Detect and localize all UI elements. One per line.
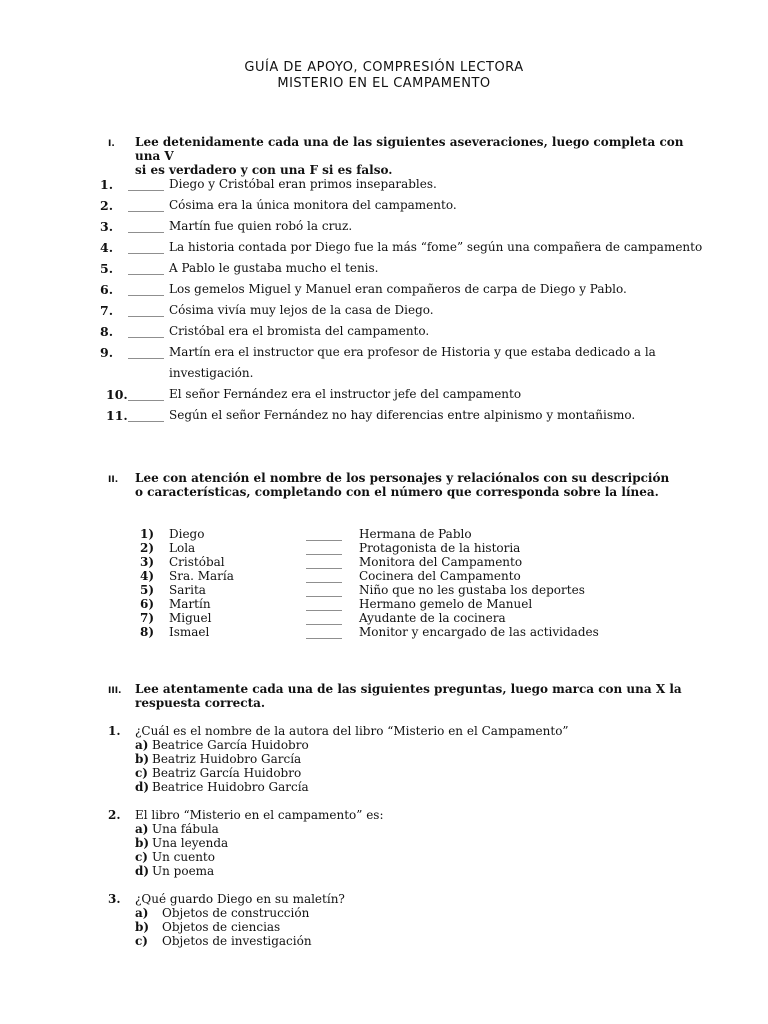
option-text: Una fábula — [152, 822, 219, 836]
answer-blank[interactable]: ______ — [306, 569, 342, 583]
character-number: 1) — [140, 527, 155, 541]
worksheet-title: GUÍA DE APOYO, COMPRESIÓN LECTORA — [244, 60, 524, 75]
answer-blank[interactable]: ______ — [306, 541, 342, 555]
character-number: 7) — [140, 611, 155, 625]
tf-statement: Cósima vivía muy lejos de la casa de Diego. — [169, 303, 434, 317]
answer-blank[interactable]: ______ — [128, 240, 164, 254]
character-number: 2) — [140, 541, 155, 555]
tf-number: 7. — [100, 303, 114, 318]
answer-blank[interactable]: ______ — [128, 387, 164, 401]
option-letter[interactable]: c) — [135, 850, 148, 864]
option-letter[interactable]: a) — [135, 822, 149, 836]
tf-statement: Cósima era la única monitora del campamento. — [169, 198, 457, 212]
section-3-instruction — [135, 682, 695, 710]
character-name: Sra. María — [169, 569, 234, 583]
tf-number: 9. — [100, 345, 114, 360]
tf-statement: Los gemelos Miguel y Manuel eran compañeros de carpa de Diego y Pablo. — [169, 282, 627, 296]
tf-number: 10. — [106, 387, 128, 402]
question-number: 1. — [108, 724, 121, 738]
tf-statement: Diego y Cristóbal eran primos inseparables. — [169, 177, 437, 191]
character-description: Monitora del Campamento — [359, 555, 523, 569]
section-2-instruction — [135, 471, 695, 499]
character-description: Hermana de Pablo — [359, 527, 472, 541]
character-description: Protagonista de la historia — [359, 541, 521, 555]
character-name: Sarita — [169, 583, 206, 597]
question-text: ¿Cuál es el nombre de la autora del libro “Misterio en el Campamento” — [135, 724, 569, 738]
section-2-instruction-line-1: Lee con atención el nombre de los personajes y relaciónalos con su descripción — [135, 471, 670, 485]
character-number: 4) — [140, 569, 155, 583]
character-number: 3) — [140, 555, 155, 569]
tf-statement: El señor Fernández era el instructor jefe del campamento — [169, 387, 522, 401]
character-description: Niño que no les gustaba los deportes — [359, 583, 585, 597]
character-number: 5) — [140, 583, 155, 597]
section-1-numeral: I. — [108, 139, 115, 149]
answer-blank[interactable]: ______ — [128, 345, 164, 359]
option-letter[interactable]: d) — [135, 864, 150, 878]
option-text: Beatriz García Huidobro — [152, 766, 302, 780]
character-description: Hermano gemelo de Manuel — [359, 597, 533, 611]
tf-number: 1. — [100, 177, 114, 192]
answer-blank[interactable]: ______ — [128, 408, 164, 422]
tf-number: 3. — [100, 219, 114, 234]
option-letter[interactable]: b) — [135, 920, 150, 934]
section-3-numeral: III. — [108, 686, 122, 696]
section-2-instruction-line-2: o características, completando con el número que corresponda sobre la línea. — [135, 485, 659, 499]
character-description: Ayudante de la cocinera — [359, 611, 506, 625]
option-text: Un cuento — [152, 850, 215, 864]
option-letter[interactable]: c) — [135, 934, 148, 948]
tf-number: 2. — [100, 198, 114, 213]
section-1-instruction-line-1: Lee detenidamente cada una de las siguientes aseveraciones, luego completa con una V — [135, 135, 684, 163]
answer-blank[interactable]: ______ — [128, 303, 164, 317]
answer-blank[interactable]: ______ — [306, 527, 342, 541]
tf-statement-continuation: investigación. — [169, 366, 254, 380]
character-number: 6) — [140, 597, 155, 611]
question-text: ¿Qué guardo Diego en su maletín? — [135, 892, 345, 906]
question-number: 3. — [108, 892, 121, 906]
answer-blank[interactable]: ______ — [306, 583, 342, 597]
character-name: Ismael — [169, 625, 210, 639]
character-name: Diego — [169, 527, 205, 541]
section-1-instruction — [135, 135, 695, 177]
character-name: Martín — [169, 597, 211, 611]
answer-blank[interactable]: ______ — [128, 177, 164, 191]
character-name: Miguel — [169, 611, 212, 625]
answer-blank[interactable]: ______ — [128, 198, 164, 212]
option-text: Objetos de ciencias — [162, 920, 281, 934]
tf-statement: Según el señor Fernández no hay diferencias entre alpinismo y montañismo. — [169, 408, 636, 422]
option-letter[interactable]: a) — [135, 906, 149, 920]
answer-blank[interactable]: ______ — [306, 625, 342, 639]
option-text: Objetos de construcción — [162, 906, 310, 920]
tf-statement: A Pablo le gustaba mucho el tenis. — [169, 261, 379, 275]
tf-number: 6. — [100, 282, 114, 297]
section-2-numeral: II. — [108, 475, 119, 485]
worksheet-subtitle: MISTERIO EN EL CAMPAMENTO — [277, 76, 491, 91]
option-text: Beatrice Huidobro García — [152, 780, 309, 794]
tf-statement: Martín fue quien robó la cruz. — [169, 219, 353, 233]
option-text: Beatrice García Huidobro — [152, 738, 309, 752]
answer-blank[interactable]: ______ — [306, 555, 342, 569]
option-text: Beatriz Huidobro García — [152, 752, 302, 766]
question-number: 2. — [108, 808, 121, 822]
tf-statement: Martín era el instructor que era profesor de Historia y que estaba dedicado a la — [169, 345, 656, 359]
answer-blank[interactable]: ______ — [128, 261, 164, 275]
answer-blank[interactable]: ______ — [306, 611, 342, 625]
tf-statement: La historia contada por Diego fue la más “fome” según una compañera de campamento — [169, 240, 703, 254]
answer-blank[interactable]: ______ — [128, 324, 164, 338]
option-text: Un poema — [152, 864, 215, 878]
tf-number: 8. — [100, 324, 114, 339]
character-description: Cocinera del Campamento — [359, 569, 521, 583]
option-letter[interactable]: c) — [135, 766, 148, 780]
tf-number: 11. — [106, 408, 128, 423]
answer-blank[interactable]: ______ — [306, 597, 342, 611]
option-text: Una leyenda — [152, 836, 229, 850]
character-number: 8) — [140, 625, 155, 639]
answer-blank[interactable]: ______ — [128, 219, 164, 233]
character-name: Lola — [169, 541, 196, 555]
character-description: Monitor y encargado de las actividades — [359, 625, 599, 639]
section-3-instruction-line-1: Lee atentamente cada una de las siguientes preguntas, luego marca con una X la — [135, 682, 682, 696]
tf-number: 4. — [100, 240, 114, 255]
character-name: Cristóbal — [169, 555, 225, 569]
option-text: Objetos de investigación — [162, 934, 312, 948]
option-letter[interactable]: b) — [135, 752, 150, 766]
tf-number: 5. — [100, 261, 114, 276]
question-text: El libro “Misterio en el campamento” es: — [135, 808, 384, 822]
section-3-instruction-line-2: respuesta correcta. — [135, 696, 266, 710]
option-letter[interactable]: a) — [135, 738, 149, 752]
tf-statement: Cristóbal era el bromista del campamento. — [169, 324, 430, 338]
answer-blank[interactable]: ______ — [128, 282, 164, 296]
option-letter[interactable]: b) — [135, 836, 150, 850]
option-letter[interactable]: d) — [135, 780, 150, 794]
section-1-instruction-line-2: si es verdadero y con una F si es falso. — [135, 163, 393, 177]
